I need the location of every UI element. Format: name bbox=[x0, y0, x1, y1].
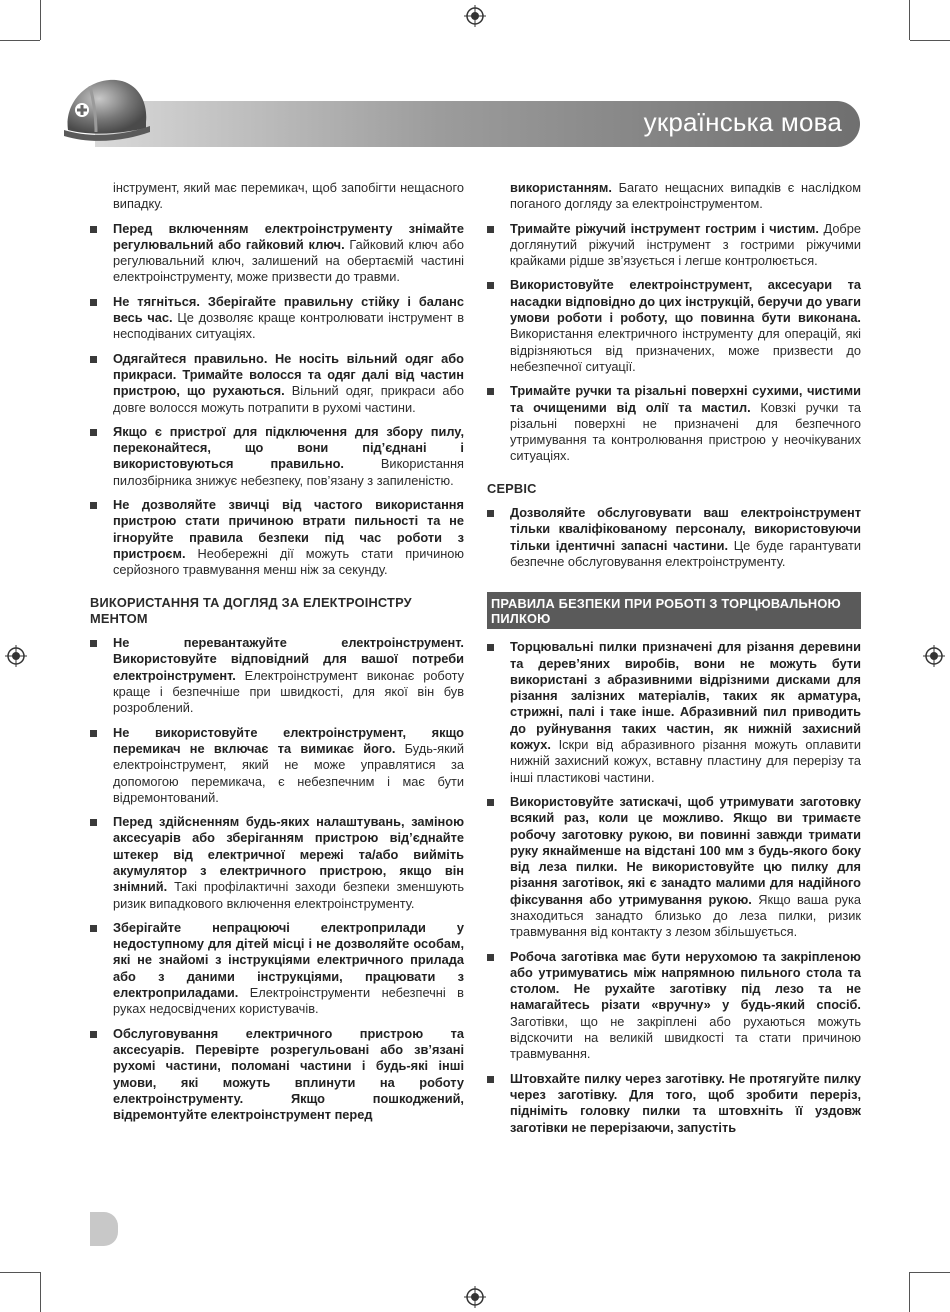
service-heading: СЕРВІС bbox=[487, 480, 537, 496]
registration-mark-icon bbox=[464, 5, 486, 27]
continuation-text: інструмент, який має перемикач, щоб запобігти нещасного випадку. bbox=[113, 180, 464, 212]
crop-mark bbox=[0, 40, 40, 41]
crop-mark bbox=[910, 40, 950, 41]
list-item: Не дозволяйте звичці від частого використання пристрою стати причиною втрати пильності та не ігноруйте правила безпеки під час роботи з пристроєм. Необережні дії можуть стати причиною серйозного травмування менш ніж за секунду. bbox=[90, 497, 464, 578]
crop-mark bbox=[909, 1272, 910, 1312]
crop-mark bbox=[910, 1272, 950, 1273]
list-item: Штовхайте пилку через заготівку. Не протягуйте пилку через заготівку. Для того, щоб зробити переріз, підніміть головку пилки та штовхніть її уздовж заготівки не перерізаючи, запустіть bbox=[487, 1071, 861, 1136]
crop-mark bbox=[909, 0, 910, 40]
list-item: Одягайтеся правильно. Не носіть вільний одяг або прикраси. Тримайте волосся та одяг далі від частин пристрою, що рухаються. Вільний одяг, прикраси або довге волосся можуть потрапити в рухомі частини. bbox=[90, 351, 464, 416]
safety-helmet-icon bbox=[60, 72, 152, 146]
list-item: Дозволяйте обслуговувати ваш електроінструмент тільки кваліфікованому персоналу, використовуючи тільки ідентичні запасні частини. Це буде гарантувати безпечне обслуговування електроінструменту. bbox=[487, 505, 861, 570]
list-item: Торцювальні пилки призначені для різання деревини та дерев’яних виробів, вони не можуть бути використані з абразивними відрізними дисками для різання залізних матеріалів, таких як арматура, стрижні, палі і таке інше. Абразивний пил приводить до руйнування таких частин, як нижній захисний кожух. Іскри від абразивного різання можуть оплавити нижній захисний кожух, вставну пластину для перерізу та інші пластикові частини. bbox=[487, 639, 861, 786]
list-item: Робоча заготівка має бути нерухомою та закріпленою або утримуватись між напрямною пильного стола та столом. Не рухайте заготівку під лезо та не намагайтесь різати «вручну» у будь-який спосіб. Заготівки, що не закріплені або рухаються можуть відскочити на великій швидкості та стати причиною травмування. bbox=[487, 949, 861, 1063]
section-heading-box: ПРАВИЛА БЕЗПЕКИ ПРИ РОБОТІ З ТОРЦЮВАЛЬНОЮ ПИЛКОЮ bbox=[487, 592, 861, 629]
crop-mark bbox=[40, 1272, 41, 1312]
right-column bbox=[487, 180, 861, 1144]
list-item: Не використовуйте електроінструмент, якщо перемикач не включає та вимикає його. Будь-який електроінструмент, який не може управлятися за допомогою перемикача, є небезпечним і має бути відремонтований. bbox=[90, 725, 464, 806]
list-item: Якщо є пристрої для підключення для збору пилу, переконайтеся, що вони під’єднані і використовуються правильно. Використання пилозбірника знижує небезпеку, пов’язану з запиленістю. bbox=[90, 424, 464, 489]
registration-mark-icon bbox=[923, 645, 945, 667]
list-item: Не перевантажуйте електроінструмент. Використовуйте відповідний для вашої потреби електроінструмент. Електроінструмент виконає роботу краще і безпечніше при швидкості, для якої він був розроблений. bbox=[90, 635, 464, 716]
page-tab bbox=[90, 1212, 118, 1246]
list-item: Перед включенням електроінструменту знімайте регулювальний або гайковий ключ. Гайковий ключ або регулювальний ключ, залишений на обертаємій частині електроінструменту, може призвести до травми. bbox=[90, 221, 464, 286]
list-item: Перед здійсненням будь-яких налаштувань, заміною аксесуарів або зберіганням пристрою від’єднайте штекер від електричної мережі та/або вийміть акумулятор з електричного пристрою, якщо він знімний. Такі профілактичні заходи безпеки зменшують ризик випадкового включення електроінструменту. bbox=[90, 814, 464, 912]
left-column bbox=[90, 180, 464, 1131]
continuation-text: використанням. Багато нещасних випадків є наслідком поганого догляду за електроінструментом. bbox=[510, 180, 861, 212]
crop-mark bbox=[0, 1272, 40, 1273]
list-item: Тримайте ручки та різальні поверхні сухими, чистими та очищеними від олії та мастил. Ковзкі ручки та різальні поверхні не призначені для безпечного утримування та контролювання пристрою у неочікуваних ситуаціях. bbox=[487, 383, 861, 464]
list-item: Зберігайте непрацюючі електроприлади у недоступному для дітей місці і не дозволяйте особам, які не знайомі з інструкціями електричного прилада або з даними інструкціями, працювати з електроприладами. Електроінструменти небезпечні в руках недосвідчених користувачів. bbox=[90, 920, 464, 1018]
list-item: Не тягніться. Зберігайте правильну стійку і баланс весь час. Це дозволяє краще контролювати інструмент в несподіваних ситуаціях. bbox=[90, 294, 464, 343]
list-item: Використовуйте затискачі, щоб утримувати заготовку всякий раз, коли це можливо. Якщо ви тримаєте робочу заготовку рукою, ви повинні завжди тримати руку якнайменше на відстані 100 мм з будь-якого боку від леза пилки. Не використовуйте цю пилку для різання заготівок, які є занадто малими для надійного фіксування або утримування рукою. Якщо ваша рука знаходиться занадто близько до леза пилки, ризик травмування від контакту з лезом збільшується. bbox=[487, 794, 861, 941]
language-header-bar bbox=[95, 101, 860, 147]
registration-mark-icon bbox=[464, 1286, 486, 1308]
list-item: Обслуговування електричного пристрою та аксесуарів. Перевірте розрегульовані або зв’язані рухомі частини, поломані частини і будь-які інші умови, які можуть вплинути на роботу електроінструменту. Якщо пошкоджений, відремонтуйте електроінструмент перед bbox=[90, 1026, 464, 1124]
section-heading: ВИКОРИСТАННЯ ТА ДОГЛЯД ЗА ЕЛЕКТРОІНСТРУ МЕНТОМ bbox=[90, 594, 412, 626]
list-item: Використовуйте електроінструмент, аксесуари та насадки відповідно до цих інструкцій, беручи до уваги умови роботи і роботу, що повинна бути виконана. Використання електричного інструменту для операцій, які відрізняються від призначених, може призвести до небезпечної ситуації. bbox=[487, 277, 861, 375]
registration-mark-icon bbox=[5, 645, 27, 667]
crop-mark bbox=[40, 0, 41, 40]
language-title: українська мова bbox=[643, 107, 842, 137]
list-item: Тримайте ріжучий інструмент гострим і чистим. Добре доглянутий ріжучий інструмент з гострими ріжучими крайками рідше зв’язується і легше контролюється. bbox=[487, 221, 861, 270]
